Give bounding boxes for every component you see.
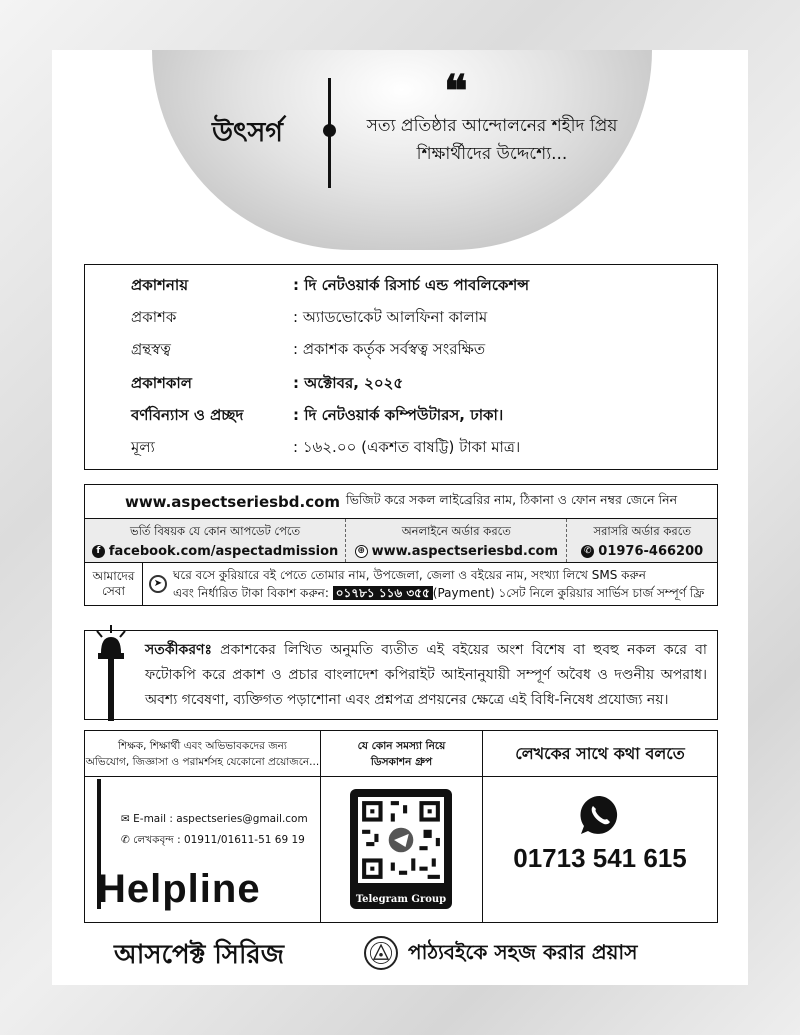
- info-label: মূল্য: [131, 437, 155, 456]
- dedication-text: [342, 112, 642, 168]
- helpline-heading: [85, 731, 320, 777]
- mail-icon: ✉: [121, 813, 134, 825]
- online-order-contact: [346, 519, 567, 562]
- info-row: [85, 369, 717, 399]
- info-value: : দি নেটওয়ার্ক রিসার্চ এন্ড পাবলিকেশন্স: [293, 275, 530, 294]
- quote-mark-icon: ❝: [444, 66, 468, 117]
- service-line-2: এবং নির্ধারিত টাকা বিকাশ করুন:: [173, 586, 329, 600]
- direct-order-contact: [567, 519, 717, 562]
- service-line-2-end: (Payment) ১সেট নিলে কুরিয়ার সার্ভিস চার্জ সম্পূর্ণ ফ্রি: [432, 586, 705, 600]
- info-row: [85, 401, 717, 431]
- facebook-title: ভর্তি বিষয়ক যে কোন আপডেট পেতে: [130, 523, 301, 538]
- writer-phone-number[interactable]: 01713 541 615: [513, 843, 687, 873]
- info-row: [85, 335, 717, 365]
- website-box: [84, 484, 718, 606]
- bkash-number: ০১৭৮১ ১১৬ ৩৫৫: [333, 586, 433, 600]
- warning-title: সতর্কীকরণঃ: [145, 642, 212, 658]
- alarm-light-icon: [91, 623, 131, 723]
- helpline-heading-line-2: অভিযোগ, জিজ্ঞাসা ও পরামর্শসহ যেকোনো প্রয়োজনে...: [85, 755, 320, 768]
- whatsapp-icon: [578, 793, 622, 837]
- info-row: [85, 303, 717, 333]
- phone-icon: ✆: [581, 545, 594, 558]
- imprint-page: [52, 50, 748, 985]
- delivery-icon: ➤: [149, 575, 167, 593]
- writer-call-heading: [483, 731, 717, 777]
- service-line-1: ঘরে বসে কুরিয়ারে বই পেতে তোমার নাম, উপজেলা, জেলা ও বইয়ের নাম, সংখ্যা লিখে SMS করুন: [173, 568, 646, 582]
- info-row: [85, 271, 717, 301]
- dedication-title: উৎসর্গ: [212, 117, 283, 148]
- service-label: [85, 563, 143, 605]
- helpline-box: [84, 730, 718, 923]
- service-row: [85, 563, 717, 605]
- info-label: গ্রন্থস্বত্ব: [131, 339, 171, 358]
- helpline-heading-line-1: শিক্ষক, শিক্ষার্থী এবং অভিভাবকদের জন্য: [118, 739, 287, 752]
- dedication-line-2: শিক্ষার্থীদের উদ্দেশ্যে...: [416, 144, 568, 164]
- qr-pattern: [358, 797, 444, 883]
- online-order-link[interactable]: www.aspectseriesbd.com: [371, 543, 559, 559]
- service-text: [173, 566, 704, 602]
- brand-name: আসপেক্ট সিরিজ: [114, 940, 284, 970]
- globe-icon: ⊕: [355, 545, 368, 558]
- service-label-line-1: আমাদের: [92, 569, 135, 583]
- info-value: : প্রকাশক কর্তৃক সর্বস্বত্ব সংরক্ষিত: [293, 339, 486, 358]
- helpline-column: [85, 731, 321, 922]
- info-value: : অক্টোবর, ২০২৫: [293, 373, 404, 392]
- phone-icon: ✆: [121, 834, 134, 846]
- website-note: ভিজিট করে সকল লাইব্রেরির নাম, ঠিকানা ও ফোন নম্বর জেনে নিন: [346, 491, 678, 507]
- publication-info: [84, 264, 718, 470]
- info-label: বর্ণবিন্যাস ও প্রচ্ছদ: [131, 405, 244, 424]
- writers-contact: [121, 833, 305, 850]
- writer-call-column: [483, 731, 717, 922]
- qr-code: [358, 797, 444, 883]
- telegram-heading-line-2: ডিসকাশন গ্রুপ: [370, 755, 433, 768]
- info-value: : অ্যাডভোকেট আলফিনা কালাম: [293, 307, 488, 326]
- email-address[interactable]: E-mail : aspectseries@gmail.com: [133, 813, 308, 825]
- dedication-line-1: সত্য প্রতিষ্ঠার আন্দোলনের শহীদ প্রিয়: [366, 116, 618, 136]
- facebook-icon: f: [92, 545, 105, 558]
- info-label: প্রকাশকাল: [131, 373, 192, 392]
- info-value: : ১৬২.০০ (একশত বাষট্টি) টাকা মাত্র।: [293, 437, 521, 456]
- info-value: : দি নেটওয়ার্ক কম্পিউটারস, ঢাকা।: [293, 405, 504, 424]
- service-label-line-2: সেবা: [102, 584, 125, 598]
- warning-body: প্রকাশকের লিখিত অনুমতি ব্যতীত এই বইয়ের অংশ বিশেষ বা হুবহু নকল করে বা ফটোকপি করে প্রকাশ ও প্রচার বাংলাদেশ কপিরাইট আইনানুযায়ী সম্পূর্ণ অবৈধ ও দণ্ডনীয় অপরাধ। অবশ্য গবেষণা, ব্যক্তিগত পড়াশোনা এবং প্রশ্নপত্র প্রণয়নের ক্ষেত্রে এই বিধি-নিষেধ প্রযোজ্য নয়।: [145, 642, 707, 708]
- info-row: [85, 433, 717, 463]
- telegram-column: [321, 731, 483, 922]
- writers-phone[interactable]: লেখকবৃন্দ : 01911/01611-51 69 19: [133, 834, 305, 846]
- helpline-title: Helpline: [97, 867, 261, 911]
- contact-strip: [85, 519, 717, 563]
- brand-tagline: পাঠ্যবইকে সহজ করার প্রয়াস: [408, 940, 638, 964]
- warning-text: [145, 638, 707, 713]
- facebook-contact: [85, 519, 346, 562]
- info-label: প্রকাশক: [131, 307, 177, 326]
- website-banner: [85, 485, 717, 519]
- facebook-link[interactable]: facebook.com/aspectadmission: [108, 543, 339, 559]
- divider-dot: [323, 124, 336, 137]
- website-link[interactable]: www.aspectseriesbd.com: [124, 492, 341, 511]
- qr-caption: Telegram Group: [355, 894, 447, 905]
- email-contact: [121, 813, 308, 825]
- writer-call-title: লেখকের সাথে কথা বলতে: [515, 743, 685, 763]
- telegram-heading-line-1: যে কোন সমস্যা নিয়ে: [357, 739, 446, 752]
- brand-seal-icon: [364, 936, 398, 970]
- footer: [52, 932, 748, 980]
- online-order-title: অনলাইনে অর্ডার করতে: [401, 523, 511, 538]
- direct-order-title: সরাসরি অর্ডার করতে: [593, 523, 691, 538]
- direct-order-phone[interactable]: 01976-466200: [598, 543, 704, 559]
- info-label: প্রকাশনায়: [131, 275, 189, 294]
- telegram-qr-code[interactable]: [350, 789, 452, 909]
- copyright-warning: [84, 630, 718, 720]
- telegram-heading: [321, 731, 482, 777]
